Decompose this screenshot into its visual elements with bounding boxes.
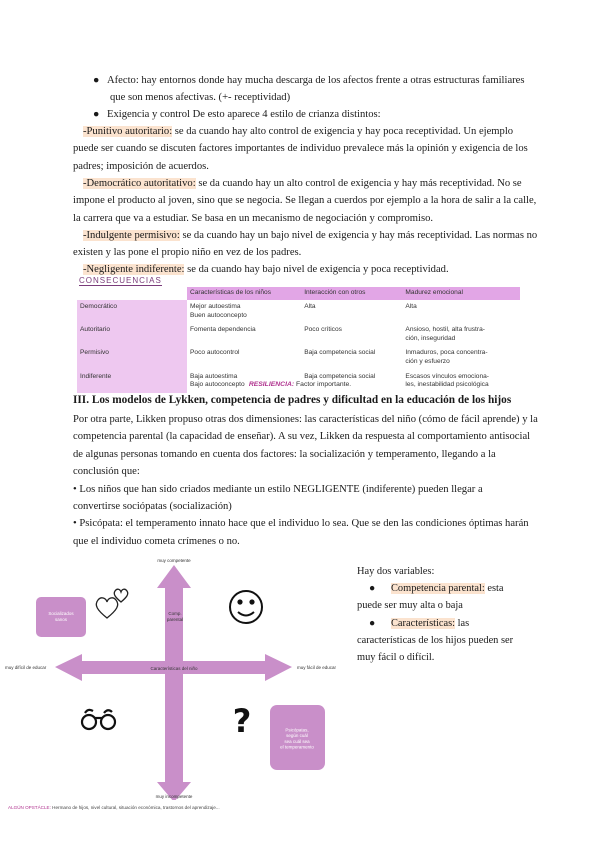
variables-list (357, 580, 522, 666)
label-bottom: muy incompetente (155, 794, 193, 799)
bullet-icon: ● (369, 617, 376, 629)
table-row (77, 300, 520, 323)
table-header-cell: Características de los niños (187, 287, 301, 300)
table-cell: Baja autoestima Bajo autoconcepto (190, 372, 245, 389)
bullet-affect: ● Afecto: hay entornos donde hay mucha descarga de los afectos frente a otras estructuras familiares (93, 72, 525, 89)
table-cell: Mejor autoestima Buen autoconcepto (190, 303, 247, 319)
table-cell: Fomenta dependencia (190, 326, 256, 334)
style-label: -Negligente indiferente: (83, 264, 185, 275)
table-header-row (77, 287, 520, 300)
box-psicopatas-text: Psicópatas, según cuál sea cuál sea el temperamento (280, 727, 314, 750)
style-indulgente: -Indulgente permisivo: se da cuando hay un bajo nivel de exigencia y hay más receptividad. Las normas no existen y las pone el propio niño en vez de los padres. (73, 230, 538, 259)
table-cell: Poco autocontrol (190, 349, 240, 357)
consequences-title: CONSECUENCIAS (79, 276, 162, 285)
list-item: ● Características: las características de los hijos pueden ser muy fácil o difícil. (357, 615, 522, 667)
list-item: ● Competencia parental: esta puede ser muy alta o baja (357, 580, 522, 614)
vertical-arrow (157, 565, 191, 800)
question-mark-icon (233, 702, 252, 740)
bullet-icon: ● (93, 109, 100, 120)
label-right: muy fácil de educar (297, 665, 337, 670)
resilience-label: RESILIENCIA: (248, 381, 295, 388)
table-cell: Alta (405, 303, 417, 310)
table-row (77, 346, 520, 369)
style-label: -Democrático autoritativo: (83, 178, 196, 189)
variables-intro: Hay dos variables: (357, 566, 435, 577)
table-cell: Ansioso, hostil, alta frustra- ción, inseguridad (405, 326, 485, 342)
table-header-cell: Madurez emocional (402, 287, 520, 300)
table-cell: Baja competencia social (304, 349, 376, 357)
table-header-cell (77, 287, 187, 300)
table-cell: Escasos vínculos emociona- les, inestabilidad psicológica (405, 372, 489, 389)
resilience-note: RESILIENCIA: Factor importante. (248, 381, 352, 388)
bullet-affect-cont: que son menos afectivas. (+- receptividad) (110, 92, 291, 103)
bullet-icon: ● (369, 583, 376, 595)
smiley-icon (230, 591, 262, 623)
table-row (77, 323, 520, 346)
section-body: Por otra parte, Likken propuso otras dos dimensiones: las características del niño (cómo de fácil aprende) y la competencia parental (la capacidad de enseñar). A su vez, Likken da respuesta al comportamiento antisocial de algunas personas tomando en cuenta dos factores: la socialización y temperamento, llegando a la conclusión que: • Los niños que han sido criados mediante un estilo NEGLIGENTE (indiferente) pueden llegar a convertirse sociópatas (socialización) • Psicópata: el temperamento innato hace que el individuo lo sea. Que se den las condiciones óptimas harán que el individuo cometa crímenes o no. (73, 414, 538, 547)
row-label: Democrático (77, 300, 187, 323)
table-cell: Baja competencia social (304, 372, 376, 380)
style-label: -Indulgente permisivo: (83, 230, 180, 241)
footer-note: ALGÚN OPSTÁCLE: Hermano de hijos, nivel cultural, situación económica, trastornos del aprendizaje... (8, 805, 220, 810)
row-label: Indiferente (77, 370, 187, 393)
section-heading: III. Los modelos de Lykken, competencia de padres y dificultad en la educación de los hijos (73, 394, 512, 406)
footer-label: ALGÚN OPSTÁCLE: (8, 805, 51, 810)
label-horizontal-axis: Características del niño (150, 666, 198, 671)
consequences-table (77, 287, 520, 393)
bullet-icon: ● (93, 75, 100, 86)
label-top: muy competente (157, 558, 191, 563)
row-label: Permisivo (77, 346, 187, 369)
hearts-icon (96, 589, 127, 618)
lykken-diagram (0, 550, 350, 800)
variables-panel (357, 563, 522, 666)
label-vertical-axis: Comp. parental (166, 611, 184, 622)
box-socializados-text: Socializados sanos (48, 611, 74, 622)
table-cell: Alta (304, 303, 316, 310)
style-label: -Punitivo autoritario: (83, 126, 173, 137)
table-cell: Poco críticos (304, 326, 342, 334)
table-header-cell: Interacción con otros (301, 287, 402, 300)
handcuffs-icon (82, 710, 115, 729)
label-left: muy difícil de educar (5, 665, 47, 670)
style-democratico: -Democrático autoritativo: se da cuando hay un alto control de exigencia y hay más receptividad. No se impone el producto al joven, sino que se negocia. Se llegan a cuerdos por ejemplo a la hora de salir a la calle, la carrera que va a estudiar. Se basa en un mecanismo de negociación y compromiso. (73, 178, 537, 224)
table-cell: Inmaduros, poca concentra- ción y esfuerzo (405, 349, 488, 365)
row-label: Autoritario (77, 323, 187, 346)
bullet-exigencia: ● Exigencia y control De esto aparece 4 estilo de crianza distintos: (93, 106, 381, 123)
svg-text:?: ? (232, 702, 252, 740)
style-punitivo: -Punitivo autoritario: se da cuando hay alto control de exigencia y hay poca receptividad. Un ejemplo puede ser cuando se discuten factores importantes de individuo prevalece más la opinión y exigencia de los padres; imposición de acuerdos. (73, 126, 528, 172)
style-negligente: -Negligente indiferente: se da cuando hay bajo nivel de exigencia y poca receptividad. (83, 264, 449, 275)
